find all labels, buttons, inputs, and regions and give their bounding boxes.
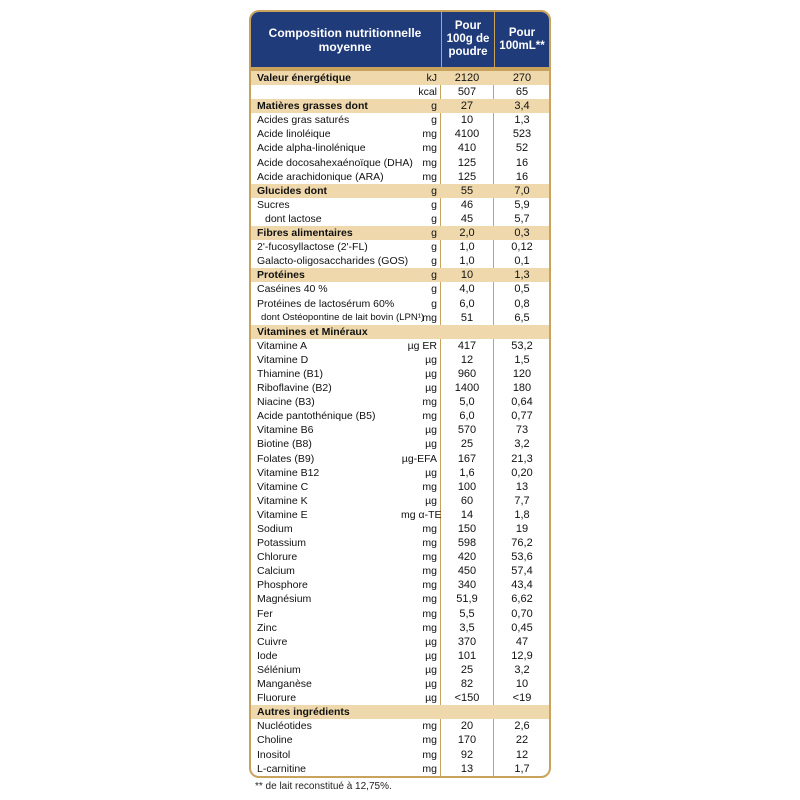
value-per-100ml: 0,12	[511, 241, 533, 254]
value-per-100g: 598	[457, 537, 477, 550]
table-row	[251, 367, 549, 381]
value-per-100g: 25	[460, 663, 474, 676]
nutrient-unit: mg	[422, 748, 437, 761]
nutrient-name: Vitamines et Minéraux	[257, 325, 368, 338]
table-body	[251, 71, 549, 776]
value-per-100g: 1400	[454, 382, 480, 395]
table-row	[251, 564, 549, 578]
nutrient-name: Protéines de lactosérum 60%	[257, 297, 395, 310]
table-section-row	[251, 268, 549, 282]
nutrient-name: Niacine (B3)	[257, 396, 315, 409]
nutrient-name: Matières grasses dont	[257, 100, 368, 113]
nutrient-name: Vitamine C	[257, 480, 309, 493]
table-row	[251, 536, 549, 550]
nutrient-unit: mg	[422, 396, 437, 409]
value-per-100g: 20	[460, 720, 474, 733]
table-row	[251, 282, 549, 296]
nutrient-unit: µg	[425, 692, 437, 705]
table-row	[251, 156, 549, 170]
table-row	[251, 550, 549, 564]
nutrient-unit: g	[431, 283, 437, 296]
value-per-100g: 45	[460, 212, 474, 225]
table-row	[251, 127, 549, 141]
nutrient-unit: µg	[425, 438, 437, 451]
value-per-100ml: 0,5	[514, 283, 530, 296]
nutrient-name: Cuivre	[257, 635, 288, 648]
value-per-100ml: 57,4	[511, 565, 533, 578]
value-per-100ml: 19	[515, 523, 529, 535]
header-per-100ml: Pour 100mL**	[499, 26, 545, 52]
nutrient-unit: g	[431, 269, 437, 282]
table-row	[251, 198, 549, 212]
nutrient-unit: µg	[425, 635, 437, 648]
nutrient-name: Choline	[257, 734, 293, 747]
value-per-100g: 60	[460, 494, 474, 507]
table-row	[251, 141, 549, 155]
value-per-100g: 27	[460, 100, 474, 113]
nutrient-unit: mg	[422, 607, 437, 620]
nutrient-name: dont lactose	[265, 212, 322, 225]
table-row	[251, 395, 549, 409]
table-section-row	[251, 226, 549, 240]
value-per-100ml: 76,2	[511, 537, 533, 550]
value-per-100g: 51,9	[456, 593, 478, 606]
value-per-100ml: 43,4	[511, 579, 533, 592]
table-row	[251, 170, 549, 184]
nutrient-unit: µg	[425, 424, 437, 437]
value-per-100ml: 12,9	[511, 649, 533, 662]
table-row	[251, 621, 549, 635]
value-per-100ml: 523	[512, 128, 532, 141]
value-per-100g: 14	[460, 508, 474, 521]
value-per-100ml: 53,6	[511, 551, 533, 564]
nutrient-name: Thiamine (B1)	[257, 367, 323, 380]
table-row	[251, 409, 549, 423]
nutrient-name: Iode	[257, 649, 278, 662]
value-per-100ml: 3,2	[514, 663, 530, 676]
value-per-100g: 13	[460, 762, 474, 775]
value-per-100g: 12	[460, 353, 474, 366]
nutrient-name: Acide linoléique	[257, 128, 331, 141]
nutrient-unit: mg	[422, 170, 437, 183]
nutrient-name: Vitamine D	[257, 353, 309, 366]
nutrient-name: Zinc	[257, 621, 277, 634]
nutrient-unit: kcal	[418, 86, 437, 99]
nutrient-name: Vitamine B12	[257, 466, 320, 479]
value-per-100ml: 3,2	[514, 438, 530, 451]
value-per-100g: 100	[457, 480, 477, 493]
value-per-100ml: 13	[515, 480, 529, 493]
nutrient-name: Sucres	[257, 198, 290, 211]
table-row	[251, 508, 549, 522]
nutrient-name: Inositol	[257, 748, 291, 761]
value-per-100ml: 53,2	[511, 339, 533, 352]
value-per-100ml: 0,3	[514, 227, 530, 240]
value-per-100g: 46	[460, 198, 474, 211]
table-row	[251, 423, 549, 437]
nutrient-unit: g	[431, 241, 437, 254]
table-row	[251, 649, 549, 663]
table-row	[251, 719, 549, 733]
nutrient-name: Manganèse	[257, 678, 312, 691]
value-per-100ml: 52	[515, 142, 529, 155]
nutrient-unit: mg	[422, 142, 437, 155]
nutrient-name: Protéines	[257, 269, 305, 282]
table-row	[251, 663, 549, 677]
value-per-100g: 167	[457, 452, 477, 465]
value-per-100ml: 1,3	[514, 114, 530, 127]
table-row	[251, 353, 549, 367]
value-per-100ml: 73	[515, 424, 529, 437]
value-per-100g: 170	[457, 734, 477, 747]
value-per-100g: 420	[457, 551, 477, 564]
value-per-100g: 150	[457, 523, 477, 535]
table-row	[251, 85, 549, 99]
header-label: Composition nutritionnelle moyenne	[268, 25, 422, 54]
value-per-100ml: 1,5	[514, 353, 530, 366]
nutrient-name: Acide arachidonique (ARA)	[257, 170, 384, 183]
nutrient-unit: mg	[422, 523, 437, 535]
nutrient-unit: µg	[425, 382, 437, 395]
value-per-100ml: 0,1	[514, 255, 530, 268]
value-per-100ml: 0,45	[511, 621, 533, 634]
nutrient-unit: mg	[422, 593, 437, 606]
table-row	[251, 494, 549, 508]
nutrient-unit: mg	[422, 565, 437, 578]
nutrient-unit: g	[431, 227, 437, 240]
nutrient-name: Calcium	[257, 565, 295, 578]
value-per-100g: 2120	[454, 72, 480, 84]
value-per-100g: 4100	[454, 128, 480, 141]
nutrient-name: Potassium	[257, 537, 307, 550]
nutrient-unit: g	[431, 255, 437, 268]
nutrient-name: Autres ingrédients	[257, 706, 350, 719]
value-per-100ml: 1,3	[514, 269, 530, 282]
nutrient-name: Galacto-oligosaccharides (GOS)	[257, 255, 409, 268]
value-per-100ml: <19	[512, 692, 532, 705]
value-per-100g: 3,5	[459, 621, 475, 634]
nutrient-name: Acide docosahexaénoïque (DHA)	[257, 156, 413, 169]
value-per-100ml: 5,9	[514, 198, 530, 211]
value-per-100g: 960	[457, 367, 477, 380]
nutrient-unit: g	[431, 114, 437, 127]
nutrient-name: Vitamine K	[257, 494, 308, 507]
nutrient-name: Fluorure	[257, 692, 297, 705]
value-per-100ml: 1,7	[514, 762, 530, 775]
value-per-100ml: 270	[512, 72, 532, 84]
table-row	[251, 113, 549, 127]
value-per-100ml: 12	[515, 748, 529, 761]
nutrient-name: Caséines 40 %	[257, 283, 328, 296]
table-section-row	[251, 184, 549, 198]
nutrient-unit: mg	[422, 621, 437, 634]
value-per-100ml: 0,70	[511, 607, 533, 620]
value-per-100g: <150	[454, 692, 480, 705]
value-per-100ml: 6,62	[511, 593, 533, 606]
value-per-100g: 55	[460, 184, 474, 197]
nutrient-name: Fibres alimentaires	[257, 227, 353, 240]
value-per-100g: 25	[460, 438, 474, 451]
value-per-100ml: 0,20	[511, 466, 533, 479]
nutrient-name: Biotine (B8)	[257, 438, 312, 451]
table-row	[251, 480, 549, 494]
value-per-100ml: 0,64	[511, 396, 533, 409]
nutrient-unit: mg	[422, 410, 437, 423]
table-row	[251, 452, 549, 466]
value-per-100g: 1,0	[459, 255, 475, 268]
value-per-100g: 125	[457, 170, 477, 183]
nutrient-name: Phosphore	[257, 579, 308, 592]
nutrient-unit: mg	[422, 156, 437, 169]
table-section-row	[251, 71, 549, 85]
value-per-100g: 5,0	[459, 396, 475, 409]
value-per-100g: 51	[460, 311, 474, 324]
nutrient-name: Acide pantothénique (B5)	[257, 410, 376, 423]
nutrient-name: dont Ostéopontine de lait bovin (LPN¹)	[261, 311, 425, 323]
value-per-100g: 450	[457, 565, 477, 578]
nutrient-unit: g	[431, 184, 437, 197]
value-per-100g: 417	[457, 339, 477, 352]
nutrient-unit: g	[431, 212, 437, 225]
value-per-100g: 82	[460, 678, 474, 691]
nutrient-unit: mg	[422, 551, 437, 564]
table-row	[251, 437, 549, 451]
table-row	[251, 635, 549, 649]
value-per-100g: 5,5	[459, 607, 475, 620]
nutrient-name: Acides gras saturés	[257, 114, 350, 127]
value-per-100ml: 0,77	[511, 410, 533, 423]
table-section-row	[251, 99, 549, 113]
nutrient-unit: µg-EFA	[401, 452, 437, 465]
table-row	[251, 733, 549, 747]
value-per-100ml: 16	[515, 170, 529, 183]
table-header	[251, 12, 549, 67]
nutrient-unit: µg ER	[407, 339, 437, 352]
nutrient-name: 2'-fucosyllactose (2'-FL)	[257, 241, 368, 254]
nutrient-unit: mg	[422, 720, 437, 733]
table-section-row	[251, 705, 549, 719]
table-row	[251, 677, 549, 691]
nutrient-name: Nucléotides	[257, 720, 312, 733]
value-per-100g: 125	[457, 156, 477, 169]
table-row	[251, 311, 549, 325]
value-per-100g: 101	[457, 649, 477, 662]
value-per-100ml: 6,5	[514, 311, 530, 324]
nutrient-unit: mg	[422, 311, 437, 324]
table-row	[251, 592, 549, 606]
nutrition-table	[249, 10, 551, 778]
nutrient-unit: µg	[425, 649, 437, 662]
table-row	[251, 691, 549, 705]
value-per-100ml: 1,8	[514, 508, 530, 521]
value-per-100ml: 180	[512, 382, 532, 395]
value-per-100g: 92	[460, 748, 474, 761]
value-per-100g: 10	[460, 269, 474, 282]
value-per-100g: 340	[457, 579, 477, 592]
table-section-row	[251, 325, 549, 339]
value-per-100ml: 21,3	[511, 452, 533, 465]
value-per-100g: 570	[457, 424, 477, 437]
value-per-100ml: 5,7	[514, 212, 530, 225]
nutrient-name: Sélénium	[257, 663, 301, 676]
value-per-100g: 10	[460, 114, 474, 127]
nutrient-unit: mg	[422, 734, 437, 747]
nutrient-name: Chlorure	[257, 551, 298, 564]
value-per-100g: 4,0	[459, 283, 475, 296]
nutrient-name: L-carnitine	[257, 762, 307, 775]
table-row	[251, 762, 549, 776]
value-per-100g: 507	[457, 86, 477, 99]
value-per-100ml: 120	[512, 367, 532, 380]
table-row	[251, 578, 549, 592]
value-per-100ml: 3,4	[514, 100, 530, 113]
value-per-100ml: 16	[515, 156, 529, 169]
table-row	[251, 466, 549, 480]
nutrient-unit: µg	[425, 466, 437, 479]
nutrient-name: Vitamine E	[257, 508, 308, 521]
table-row	[251, 212, 549, 226]
table-row	[251, 748, 549, 762]
nutrient-unit: mg	[422, 480, 437, 493]
nutrient-unit: g	[431, 198, 437, 211]
value-per-100g: 6,0	[459, 410, 475, 423]
nutrient-unit: mg	[422, 579, 437, 592]
table-row	[251, 297, 549, 311]
value-per-100g: 2,0	[459, 227, 475, 240]
nutrient-name: Acide alpha-linolénique	[257, 142, 366, 155]
header-per-100g: Pour 100g de poudre	[441, 12, 495, 67]
nutrient-name: Vitamine B6	[257, 424, 314, 437]
nutrient-unit: µg	[425, 678, 437, 691]
nutrient-unit: mg	[422, 537, 437, 550]
nutrient-name: Folates (B9)	[257, 452, 315, 465]
value-per-100g: 1,0	[459, 241, 475, 254]
value-per-100g: 370	[457, 635, 477, 648]
nutrient-unit: g	[431, 297, 437, 310]
nutrient-name: Magnésium	[257, 593, 312, 606]
table-row	[251, 240, 549, 254]
nutrient-unit: g	[431, 100, 437, 113]
nutrient-unit: µg	[425, 494, 437, 507]
nutrient-unit: mg α-TE	[401, 508, 442, 521]
value-per-100ml: 65	[515, 86, 529, 99]
table-row	[251, 254, 549, 268]
value-per-100ml: 2,6	[514, 720, 530, 733]
nutrient-unit: kJ	[426, 72, 437, 84]
nutrient-name: Riboflavine (B2)	[257, 382, 332, 395]
nutrient-name: Fer	[257, 607, 273, 620]
nutrient-unit: mg	[422, 128, 437, 141]
value-per-100ml: 0,8	[514, 297, 530, 310]
table-row	[251, 339, 549, 353]
table-row	[251, 522, 549, 536]
nutrient-name: Sodium	[257, 523, 293, 535]
nutrient-unit: µg	[425, 663, 437, 676]
nutrient-unit: µg	[425, 353, 437, 366]
table-row	[251, 607, 549, 621]
nutrient-name: Valeur énergétique	[257, 72, 351, 84]
value-per-100g: 1,6	[459, 466, 475, 479]
value-per-100g: 6,0	[459, 297, 475, 310]
nutrient-name: Vitamine A	[257, 339, 308, 352]
value-per-100ml: 47	[515, 635, 529, 648]
value-per-100ml: 7,7	[514, 494, 530, 507]
table-row	[251, 381, 549, 395]
nutrient-unit: mg	[422, 762, 437, 775]
value-per-100g: 410	[457, 142, 477, 155]
value-per-100ml: 22	[515, 734, 529, 747]
nutrient-unit: µg	[425, 367, 437, 380]
footnote: ** de lait reconstitué à 12,75%.	[255, 781, 392, 792]
value-per-100ml: 7,0	[514, 184, 530, 197]
nutrient-name: Glucides dont	[257, 184, 328, 197]
value-per-100ml: 10	[515, 678, 529, 691]
